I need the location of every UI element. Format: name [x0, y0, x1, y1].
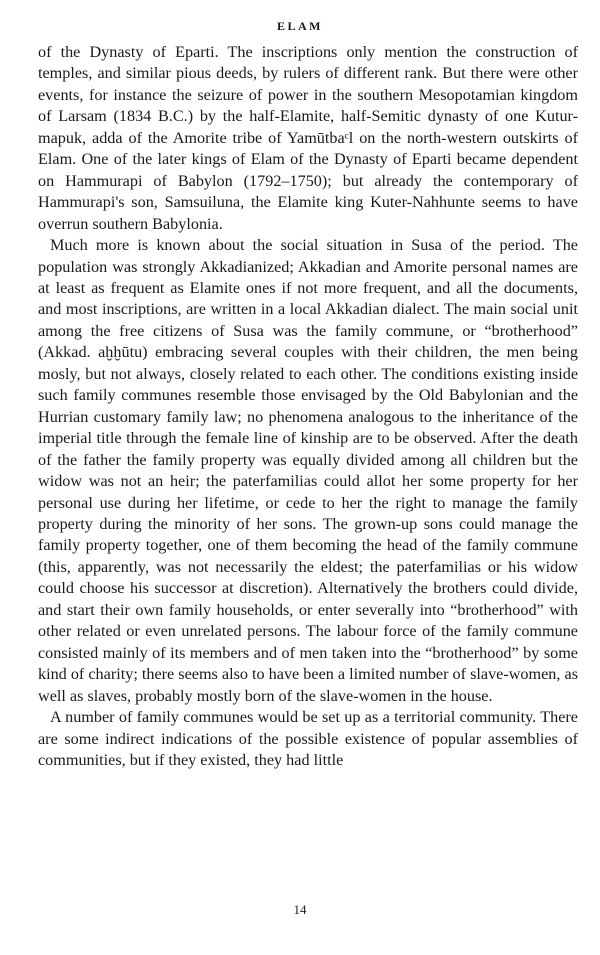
paragraph-territorial-community: A number of family communes would be set up as a territorial community. There are some indirect indications of the possible existence of popular assemblies of communities, but if they existed, they had little: [38, 708, 578, 769]
paragraph-dynasty-eparti: of the Dynasty of Eparti. The inscriptions only mention the construction of temples, and similar pious deeds, by rulers of different rank. But there were other events, for instance the seizure of power in the southern Mesopotamian kingdom of Larsam (1834 B.C.) by the half-Elamite, half-Semitic dynasty of one Kutur-mapuk, adda of the Amorite tribe of Yamūtbaᶜl on the north-western outskirts of Elam. One of the later kings of Elam of the Dynasty of Eparti became dependent on Hammurapi of Babylon (1792–1750); but already the contemporary of Hammurapi's son, Samsuiluna, the Elamite king Kuter-Nahhunte seems to have overrun southern Babylonia.: [38, 43, 578, 233]
paragraph-social-situation: Much more is known about the social situation in Susa of the period. The population was strongly Akkadianized; Akkadian and Amorite personal names are at least as frequent as Elamite ones if not more frequent, and all the documents, and most inscriptions, are written in a local Akkadian dialect. The main social unit among the free citizens of Susa was the family commune, or “brotherhood” (Akkad. aḫḫūtu) embracing several couples with their children, the men being mosly, but not always, closely related to each other. The conditions existing inside such family communes resemble those envisaged by the Old Babylonian and the Hurrian customary family law; no phenomena analogous to the inheritance of the imperial title through the female line of kinship are to be observed. After the death of the father the family property was equally divided among all children but the widow was not an heir; the paterfamilias could allot her some property for her personal use during her lifetime, or cede to her the right to manage the family property during the minority of her sons. The grown-up sons could manage the family property together, one of them becoming the head of the family commune (this, apparently, was not necessarily the eldest; the paterfamilias or his widow could choose his successor at discretion). Alternatively the brothers could divide, and start their own family households, or enter severally into “brotherhood” with other related or even unrelated persons. The labour force of the family commune consisted mainly of its members and of men taken into the “brotherhood” by some kind of charity; there seems also to have been a limited number of slave-women, as well as slaves, probably mostly born of the slave-women in the house.: [38, 236, 578, 705]
page-number: 14: [293, 902, 307, 917]
body-text: [38, 42, 578, 771]
running-header: ELAM: [277, 19, 323, 33]
